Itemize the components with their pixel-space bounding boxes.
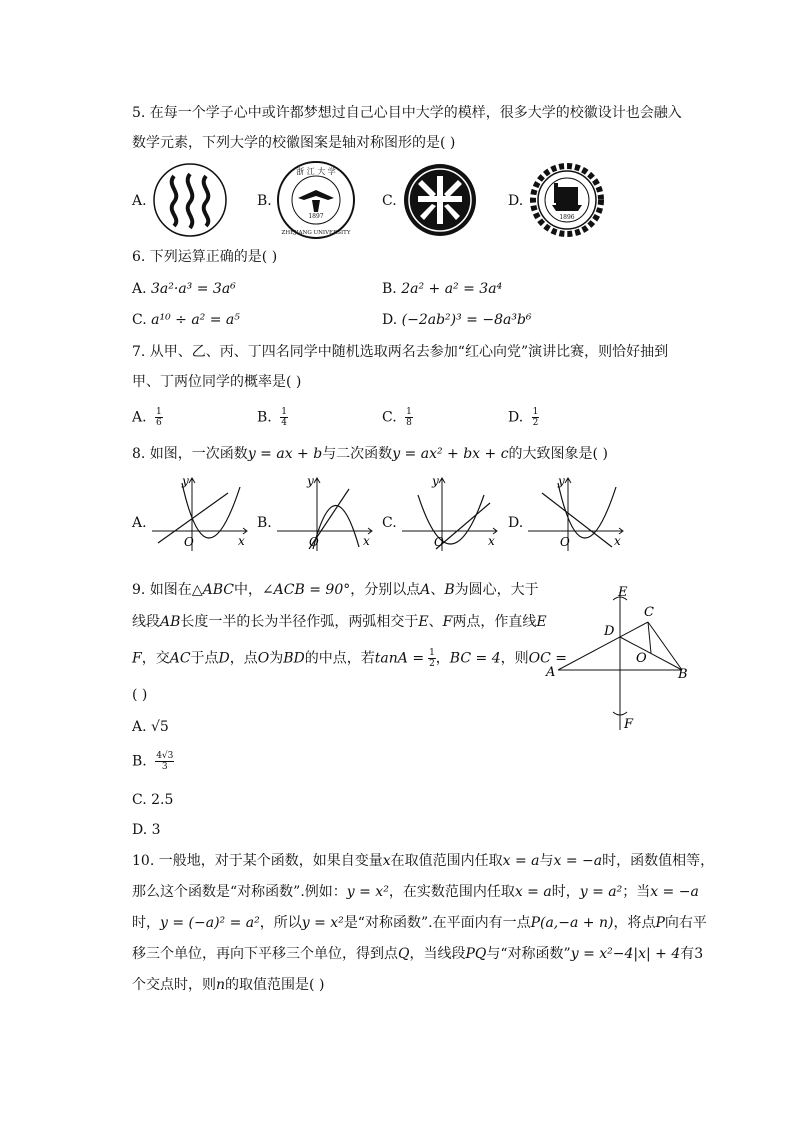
point-d-label: D <box>604 624 615 639</box>
axis-y-label: y <box>182 474 189 488</box>
q6-option-d-expr: (−2ab²)³ = −8a³b⁶ <box>401 312 532 328</box>
q9-option-a-value: √5 <box>151 719 169 735</box>
q9-math: AC <box>169 650 191 667</box>
q9-stem-line1 <box>132 580 539 600</box>
q9-math: BD <box>283 650 305 667</box>
origin-label: O <box>434 535 444 549</box>
fraction-denominator: 2 <box>532 418 539 428</box>
q10-text: 那么这个函数是“对称函数”.例如： <box>132 884 347 900</box>
q9-stem-line2 <box>132 612 547 632</box>
q10-stem-line1 <box>132 851 714 871</box>
q9-text: 为圆心，大于 <box>454 582 539 598</box>
axis-x-label: x <box>488 534 495 548</box>
q10-stem-line4 <box>132 944 703 964</box>
q10-text: 与 <box>539 853 554 869</box>
q9-stem-line3 <box>132 648 567 669</box>
q6-option-c <box>132 310 240 330</box>
fraction-denominator: 6 <box>156 418 162 428</box>
q10-text: 与“对称函数” <box>486 946 571 962</box>
axis-y-label: y <box>432 474 439 488</box>
q10-text: 向右平 <box>664 915 707 931</box>
q9-math: O <box>257 650 270 667</box>
q10-stem-line5 <box>132 975 324 995</box>
q10-stem-line2 <box>132 882 699 902</box>
q9-option-b-label: B. <box>132 753 147 770</box>
q10-math: y = x²−4|x| + 4 <box>570 946 681 962</box>
fraction-denominator: 8 <box>406 418 412 428</box>
axis-y-label: y <box>307 474 314 488</box>
fraction-denominator: 3 <box>161 762 168 772</box>
q7-option-d-fraction <box>532 407 540 428</box>
q9-math: A <box>420 582 431 598</box>
q9-tan-fraction <box>428 648 436 669</box>
q7-option-b <box>257 407 288 428</box>
q10-text: 是“对称函数”.在平面内有一点 <box>343 915 531 931</box>
q9-text: 9. 如图在 <box>132 582 192 598</box>
q9-math: ∠ACB = 90° <box>261 582 351 598</box>
q10-text: 在取值范围内任取 <box>390 853 503 869</box>
q10-text: 时， <box>551 884 580 900</box>
q10-math: x = −a <box>650 884 699 900</box>
q8-stem-text-2: 与二次函数 <box>322 446 393 462</box>
q7-option-c <box>382 407 413 428</box>
q10-math: x = a <box>502 853 540 869</box>
q6-option-a <box>132 279 236 299</box>
q7-option-a-fraction <box>155 407 163 428</box>
q9-text: 中， <box>233 582 262 598</box>
axis-x-label: x <box>238 534 245 548</box>
q7-stem-line1: 7. 从甲、乙、丙、丁四名同学中随机选取两名去参加“红心向党”演讲比赛，则恰好抽到 <box>132 344 669 360</box>
q8-graph-b <box>273 473 378 557</box>
origin-label: O <box>184 535 194 549</box>
q5-option-c-label: C. <box>382 193 397 209</box>
q6-option-b <box>382 279 502 299</box>
q9-text: 两点，作直线 <box>452 614 537 630</box>
fraction-numerator: 1 <box>281 407 287 417</box>
q9-math: AB <box>160 614 181 630</box>
fraction-numerator: 1 <box>429 648 435 658</box>
q5-option-b-label: B. <box>257 193 272 209</box>
q8-graph-a <box>148 473 253 557</box>
axis-x-label: x <box>363 534 370 548</box>
gear-emblem-year-text: 1896 <box>559 214 575 221</box>
fraction-numerator: 1 <box>156 407 162 417</box>
q9-math: OC = <box>528 650 567 667</box>
q9-option-c <box>132 790 173 810</box>
q6-option-d <box>382 310 532 330</box>
q10-text: 时，函数值相等， <box>602 853 715 869</box>
origin-label: O <box>309 535 319 549</box>
q6-option-b-label: B. <box>382 281 397 297</box>
q10-math: P(a,−a + n) <box>530 915 614 931</box>
q10-text: ，将点 <box>613 915 656 931</box>
q9-math: E <box>418 614 429 630</box>
emblem-bottom-text: ZHEJIANG UNIVERSITY <box>281 230 351 236</box>
q7-option-c-label: C. <box>382 409 397 426</box>
q9-option-d-value: 3 <box>151 822 161 838</box>
q10-text: 的取值范围是( ) <box>225 977 325 993</box>
q9-option-c-label: C. <box>132 792 147 808</box>
q9-text: 的中点，若 <box>304 650 375 667</box>
zhejiang-university-emblem-icon <box>276 160 356 244</box>
point-f-label: F <box>624 717 634 732</box>
q7-option-c-fraction <box>405 407 413 428</box>
q9-stem-line4: ( ) <box>132 687 148 703</box>
q7-option-d <box>508 407 539 428</box>
q9-math: E <box>536 614 547 630</box>
q6-stem: 6. 下列运算正确的是( ) <box>132 249 278 265</box>
q10-math: n <box>216 977 226 993</box>
q8-stem-text-3: 的大致图象是( ) <box>508 446 608 462</box>
q5-stem-line2: 数学元素，下列大学的校徽图案是轴对称图形的是( ) <box>132 135 456 151</box>
q10-text: 有3 <box>680 946 704 962</box>
q9-option-a-label: A. <box>132 719 147 735</box>
point-e-label: E <box>618 585 628 600</box>
q9-math: △ABC <box>191 582 234 598</box>
q7-option-d-label: D. <box>508 409 524 426</box>
q8-graph-c <box>398 473 503 557</box>
q10-math: y = (−a)² = a² <box>160 915 260 931</box>
q9-option-b-fraction <box>155 751 174 772</box>
q10-stem-line3 <box>132 913 707 933</box>
q9-math: tanA = <box>374 650 425 667</box>
q6-option-d-label: D. <box>382 312 398 328</box>
q10-text: 个交点时，则 <box>132 977 216 993</box>
q9-text: ，交 <box>141 650 170 667</box>
q10-text: ，所以 <box>259 915 302 931</box>
q10-math: y = x² <box>301 915 344 931</box>
q10-text: ；当 <box>622 884 651 900</box>
q9-math: D <box>218 650 230 667</box>
q9-text: 、 <box>430 582 445 598</box>
q8-option-d-label: D. <box>508 515 524 531</box>
q10-text: ，在实数范围内任取 <box>388 884 515 900</box>
q9-text: ，点 <box>229 650 258 667</box>
axis-x-label: x <box>614 534 621 548</box>
q9-option-c-value: 2.5 <box>151 792 174 808</box>
q8-stem <box>132 444 608 464</box>
fraction-denominator: 4 <box>281 418 287 428</box>
q9-text: 于点 <box>190 650 219 667</box>
point-b-label: B <box>678 667 688 682</box>
axis-y-label: y <box>558 474 565 488</box>
q10-text: 移三个单位，再向下平移三个单位，得到点 <box>132 946 398 962</box>
q9-option-a <box>132 717 169 737</box>
q10-math: P <box>655 915 665 931</box>
q9-text: 为 <box>269 650 284 667</box>
q10-math: y = x² <box>346 884 389 900</box>
q6-option-c-label: C. <box>132 312 147 328</box>
q10-math: x = −a <box>553 853 603 869</box>
emblem-top-text: 浙 江 大 学 <box>296 167 336 176</box>
q5-option-a-label: A. <box>132 193 147 209</box>
emblem-year-text: 1897 <box>308 213 324 220</box>
q9-text: ，则 <box>500 650 529 667</box>
q9-option-d-label: D. <box>132 822 148 838</box>
q8-option-a-label: A. <box>132 515 147 531</box>
q10-math: Q <box>398 946 410 962</box>
q8-graph-d <box>524 473 629 557</box>
q10-math: y = a² <box>579 884 623 900</box>
q9-option-d <box>132 820 161 840</box>
q7-option-a-label: A. <box>132 409 147 426</box>
q10-math: x <box>382 853 391 869</box>
q8-stem-text-1: 8. 如图，一次函数 <box>132 446 248 462</box>
q7-option-b-fraction <box>280 407 288 428</box>
fraction-denominator: 2 <box>429 659 435 669</box>
q9-math: BC = 4 <box>449 650 501 667</box>
peking-university-emblem-icon <box>402 162 478 242</box>
q5-stem-line1: 5. 在每一个学子心中或许都梦想过自己心目中大学的模样，很多大学的校徽设计也会融入 <box>132 105 682 121</box>
fraction-numerator: 1 <box>406 407 412 417</box>
q8-option-c-label: C. <box>382 515 397 531</box>
q9-math: F <box>442 614 453 630</box>
fraction-numerator: 4√3 <box>156 751 174 761</box>
q7-option-a <box>132 407 163 428</box>
q9-text: ， <box>435 650 450 667</box>
q9-triangle-figure <box>540 580 700 739</box>
q6-option-a-label: A. <box>132 281 147 297</box>
q9-text: 、 <box>428 614 443 630</box>
q10-text: 10. 一般地，对于某个函数，如果自变量 <box>132 853 383 869</box>
point-o-label: O <box>636 651 647 666</box>
q6-option-a-expr: 3a²·a³ = 3a⁶ <box>151 281 236 297</box>
q10-text: 时， <box>132 915 160 931</box>
point-a-label: A <box>546 665 556 680</box>
q7-option-b-label: B. <box>257 409 272 426</box>
wavy-lines-emblem-icon <box>152 162 228 242</box>
q8-option-b-label: B. <box>257 515 272 531</box>
q5-option-d-label: D. <box>508 193 524 209</box>
q9-text: 长度一半的长为半径作弧，两弧相交于 <box>180 614 419 630</box>
q8-linear-function: y = ax + b <box>247 446 323 462</box>
gear-emblem-icon <box>528 161 606 243</box>
q6-option-c-expr: a¹⁰ ÷ a² = a⁵ <box>151 312 240 328</box>
q10-math: x = a <box>514 884 552 900</box>
q10-math: PQ <box>465 946 487 962</box>
q9-text: ，分别以点 <box>350 582 421 598</box>
fraction-numerator: 1 <box>532 407 539 417</box>
q9-text: 线段 <box>132 614 160 630</box>
origin-label: O <box>560 535 570 549</box>
q10-text: ，当线段 <box>409 946 466 962</box>
q6-option-b-expr: 2a² + a² = 3a⁴ <box>401 281 503 297</box>
point-c-label: C <box>644 605 654 620</box>
q7-stem-line2: 甲、丁两位同学的概率是( ) <box>132 374 302 390</box>
q9-option-b <box>132 751 174 772</box>
q9-math: F <box>132 650 142 667</box>
q8-quadratic-function: y = ax² + bx + c <box>392 446 509 462</box>
q9-math: B <box>444 582 455 598</box>
